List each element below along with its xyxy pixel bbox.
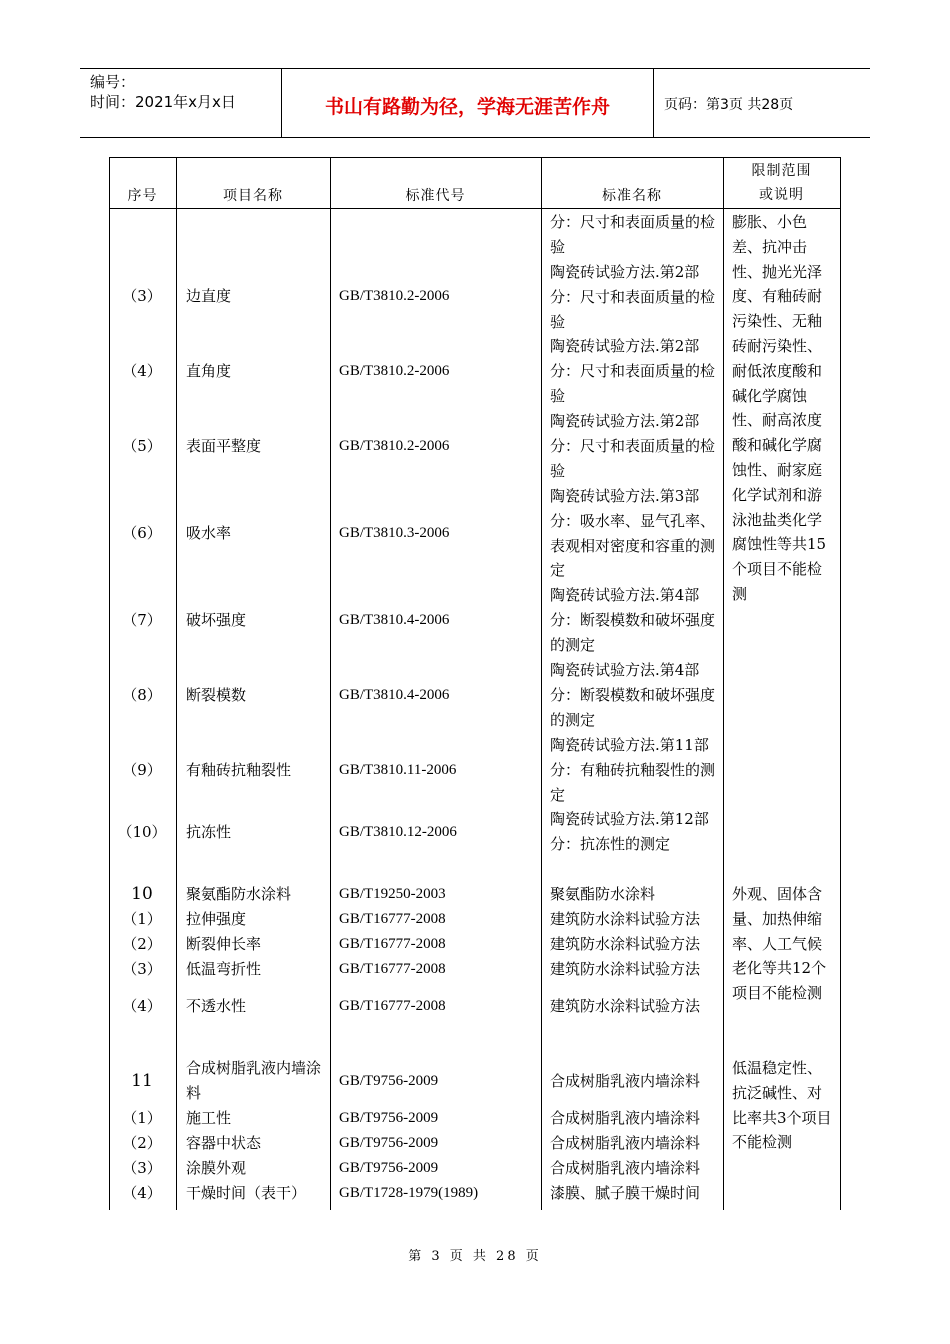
row-std: 合成树脂乳液内墙涂料 <box>550 1109 701 1127</box>
row-code: GB/T3810.4-2006 <box>339 612 450 628</box>
group1-limit-note: 膨胀、小色差、抗冲击性、抛光光泽度、有釉砖耐污染性、无釉砖耐污染性、耐低浓度酸和碱化学腐蚀性、耐高浓度酸和碱化学腐蚀性、耐家庭化学试剂和游泳池盐类化学腐蚀性等共15个项目不能检测 <box>732 213 827 603</box>
row-std: 合成树脂乳液内墙涂料 <box>550 1134 701 1152</box>
row-name: 容器中状态 <box>186 1134 262 1152</box>
row-seq: （4） <box>122 997 162 1015</box>
col-header-limit-line1: 限制范围 <box>751 163 812 179</box>
row-name: 抗冻性 <box>186 823 232 841</box>
row-name: 破坏强度 <box>186 611 247 629</box>
group-seq: 10 <box>131 884 153 904</box>
col-header-name: 项目名称 <box>223 188 283 204</box>
row-seq: （1） <box>122 910 162 928</box>
row-code: GB/T3810.11-2006 <box>339 762 457 778</box>
row-std: 建筑防水涂料试验方法 <box>550 960 701 978</box>
row-code: GB/T9756-2009 <box>339 1135 439 1151</box>
group-std: 聚氨酯防水涂料 <box>550 885 656 903</box>
row-code: GB/T3810.2-2006 <box>339 438 450 454</box>
header-page-number: 页码：第3页 共28页 <box>664 97 794 113</box>
row-name: 有釉砖抗釉裂性 <box>186 761 292 779</box>
row-std: 陶瓷砖试验方法.第2部分：尺寸和表面质量的检验 <box>550 412 716 480</box>
row-code: GB/T1728-1979(1989) <box>339 1185 479 1201</box>
header-motto: 书山有路勤为径，学海无涯苦作舟 <box>282 69 654 137</box>
row-name: 涂膜外观 <box>186 1159 247 1177</box>
row-std: 陶瓷砖试验方法.第4部分：断裂模数和破坏强度的测定 <box>550 586 716 654</box>
col-header-seq: 序号 <box>127 188 158 204</box>
row-code: GB/T3810.4-2006 <box>339 687 450 703</box>
row-code: GB/T3810.12-2006 <box>339 824 457 840</box>
row-seq: （5） <box>122 437 162 455</box>
row-std: 陶瓷砖试验方法.第2部分：尺寸和表面质量的检验 <box>550 263 716 331</box>
row-code: GB/T16777-2008 <box>339 911 446 927</box>
row-seq: （10） <box>117 823 167 841</box>
row-name: 断裂模数 <box>186 686 247 704</box>
col-header-std: 标准名称 <box>602 188 662 204</box>
row-code: GB/T3810.3-2006 <box>339 525 450 541</box>
row-seq: （6） <box>122 524 162 542</box>
row-seq: （8） <box>122 686 162 704</box>
row-seq: （9） <box>122 761 162 779</box>
row-seq: （3） <box>122 287 162 305</box>
group-code: GB/T9756-2009 <box>339 1073 439 1089</box>
group-std: 合成树脂乳液内墙涂料 <box>550 1072 701 1090</box>
document-number-label: 编号： <box>90 73 136 91</box>
row-seq: （4） <box>122 1184 162 1202</box>
row-code: GB/T9756-2009 <box>339 1160 439 1176</box>
row-std: 合成树脂乳液内墙涂料 <box>550 1159 701 1177</box>
row-std: 建筑防水涂料试验方法 <box>550 910 701 928</box>
row-std: 陶瓷砖试验方法.第2部分：尺寸和表面质量的检验 <box>550 337 716 405</box>
row-seq: （2） <box>122 935 162 953</box>
row-name: 施工性 <box>186 1109 232 1127</box>
row-code: GB/T16777-2008 <box>339 998 446 1014</box>
row-std: 陶瓷砖试验方法.第11部分：有釉砖抗釉裂性的测定 <box>550 736 716 804</box>
header-meta <box>80 69 282 137</box>
row-seq: （4） <box>122 362 162 380</box>
row-code: GB/T3810.2-2006 <box>339 363 450 379</box>
row-std: 漆膜、腻子膜干燥时间 <box>550 1184 701 1202</box>
row-code: GB/T16777-2008 <box>339 936 446 952</box>
page-footer: 第 3 页 共 28 页 <box>408 1249 542 1264</box>
group-seq: 11 <box>131 1071 153 1091</box>
row-name: 边直度 <box>186 287 232 305</box>
page-header <box>80 68 870 138</box>
row-name: 低温弯折性 <box>186 960 262 978</box>
row-seq: （1） <box>122 1109 162 1127</box>
group-code: GB/T19250-2003 <box>339 886 446 902</box>
col-header-limit-line2: 或说明 <box>759 187 804 203</box>
row-std: 陶瓷砖试验方法.第3部分：吸水率、显气孔率、表观相对密度和容重的测定 <box>550 487 716 580</box>
standards-table <box>109 157 841 1210</box>
row-name: 不透水性 <box>186 997 247 1015</box>
col-header-limit <box>723 158 840 208</box>
row-code: GB/T9756-2009 <box>339 1110 439 1126</box>
row-name: 吸水率 <box>186 524 232 542</box>
document-date: 时间：2021年x月x日 <box>90 93 236 111</box>
group3-limit-note: 低温稳定性、抗泛碱性、对比率共3个项目不能检测 <box>732 1059 832 1152</box>
row-name: 表面平整度 <box>186 437 262 455</box>
row-name: 干燥时间（表干） <box>186 1184 307 1202</box>
row-seq: （3） <box>122 960 162 978</box>
row-seq: （2） <box>122 1134 162 1152</box>
row-std: 陶瓷砖试验方法.第4部分：断裂模数和破坏强度的测定 <box>550 661 716 729</box>
row-std: 陶瓷砖试验方法.第12部分：抗冻性的测定 <box>550 810 709 853</box>
col-header-code: 标准代号 <box>405 188 466 204</box>
row-std: 建筑防水涂料试验方法 <box>550 935 701 953</box>
row-code: GB/T3810.2-2006 <box>339 288 450 304</box>
row-code: GB/T16777-2008 <box>339 961 446 977</box>
group-name: 合成树脂乳液内墙涂料 <box>186 1059 322 1102</box>
row-seq: （7） <box>122 611 162 629</box>
group2-limit-note: 外观、固体含量、加热伸缩率、人工气候老化等共12个项目不能检测 <box>732 885 827 1003</box>
row-seq: （3） <box>122 1159 162 1177</box>
row-name: 断裂伸长率 <box>186 935 262 953</box>
std-name-continued: 分：尺寸和表面质量的检验 <box>550 213 716 256</box>
row-std: 建筑防水涂料试验方法 <box>550 997 701 1015</box>
row-name: 直角度 <box>186 362 232 380</box>
group-name: 聚氨酯防水涂料 <box>186 885 292 903</box>
row-name: 拉伸强度 <box>186 910 247 928</box>
